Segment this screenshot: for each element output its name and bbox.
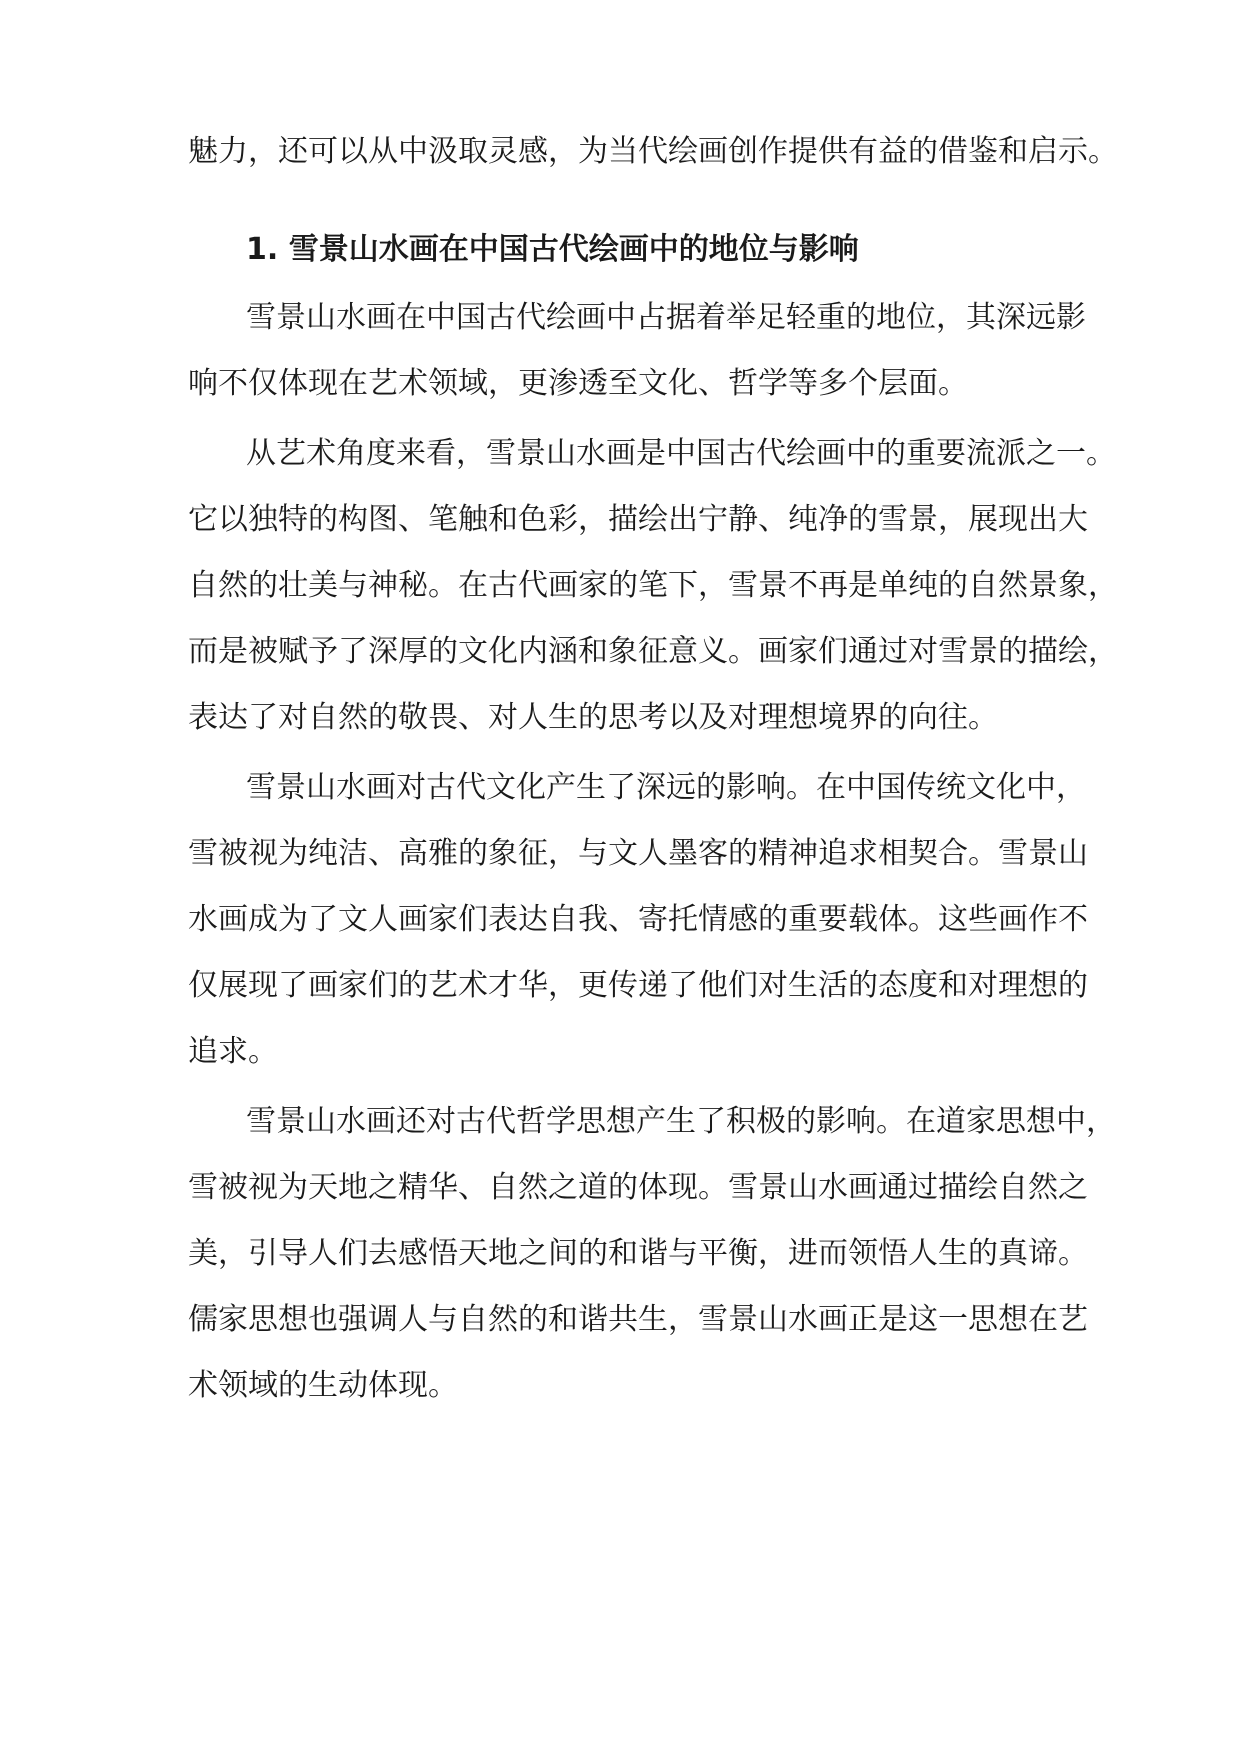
paragraph-line: 魅力，还可以从中汲取灵感，为当代绘画创作提供有益的借鉴和启示。: [188, 134, 1118, 169]
section-heading: 1. 雪景山水画在中国古代绘画中的地位与影响: [246, 232, 859, 267]
paragraph-line: 追求。: [188, 1034, 278, 1069]
paragraph-line: 响不仅体现在艺术领域，更渗透至文化、哲学等多个层面。: [188, 366, 968, 401]
paragraph-line: 它以独特的构图、笔触和色彩，描绘出宁静、纯净的雪景，展现出大: [188, 502, 1088, 537]
paragraph-line: 而是被赋予了深厚的文化内涵和象征意义。画家们通过对雪景的描绘，: [188, 634, 1118, 669]
paragraph-line: 从艺术角度来看，雪景山水画是中国古代绘画中的重要流派之一。: [246, 436, 1116, 471]
paragraph-line: 雪景山水画还对古代哲学思想产生了积极的影响。在道家思想中，: [246, 1104, 1116, 1139]
paragraph-line: 术领域的生动体现。: [188, 1368, 458, 1403]
paragraph-line: 水画成为了文人画家们表达自我、寄托情感的重要载体。这些画作不: [188, 902, 1088, 937]
paragraph-line: 表达了对自然的敬畏、对人生的思考以及对理想境界的向往。: [188, 700, 998, 735]
paragraph-line: 仅展现了画家们的艺术才华，更传递了他们对生活的态度和对理想的: [188, 968, 1088, 1003]
paragraph-line: 儒家思想也强调人与自然的和谐共生，雪景山水画正是这一思想在艺: [188, 1302, 1088, 1337]
paragraph-line: 雪被视为天地之精华、自然之道的体现。雪景山水画通过描绘自然之: [188, 1170, 1088, 1205]
paragraph-line: 雪被视为纯洁、高雅的象征，与文人墨客的精神追求相契合。雪景山: [188, 836, 1088, 871]
paragraph-line: 雪景山水画对古代文化产生了深远的影响。在中国传统文化中，: [246, 770, 1086, 805]
paragraph-line: 雪景山水画在中国古代绘画中占据着举足轻重的地位，其深远影: [246, 300, 1086, 335]
paragraph-line: 自然的壮美与神秘。在古代画家的笔下，雪景不再是单纯的自然景象，: [188, 568, 1118, 603]
paragraph-line: 美，引导人们去感悟天地之间的和谐与平衡，进而领悟人生的真谛。: [188, 1236, 1088, 1271]
